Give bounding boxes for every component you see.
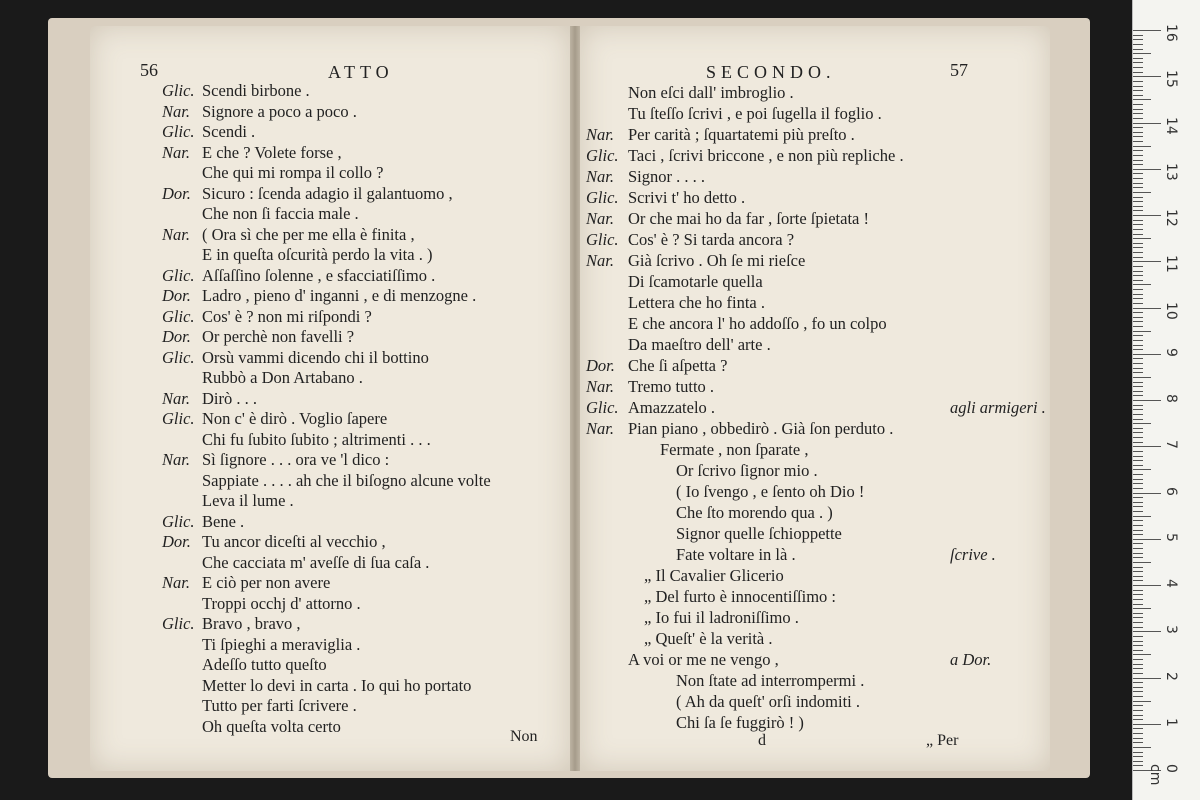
- verse-line: Scendi .: [202, 122, 256, 141]
- ruler-label: 1: [1163, 717, 1179, 727]
- measurement-ruler: [1132, 0, 1200, 800]
- verse-line: Sì ſignore . . . ora ve 'l dico :: [202, 450, 390, 469]
- speaker-label: Dor.: [586, 356, 615, 375]
- ruler-tick: [1133, 187, 1143, 188]
- ruler-tick: [1133, 479, 1143, 480]
- verse-line: Chi fu ſubito ſubito ; altrimenti . . .: [202, 429, 431, 449]
- ruler-tick: [1133, 99, 1151, 100]
- ruler-tick: [1133, 627, 1143, 628]
- ruler-label: 9: [1163, 347, 1179, 357]
- verse-line: Tu ancor diceſti al vecchio ,: [202, 532, 386, 551]
- ruler-tick: [1133, 118, 1143, 119]
- speaker-label: Nar.: [586, 377, 614, 396]
- ruler-tick: [1133, 123, 1161, 124]
- left-page-number: 56: [140, 60, 158, 80]
- ruler-tick: [1133, 469, 1151, 470]
- speaker-label: Dor.: [162, 532, 191, 551]
- right-page-number: 57: [950, 60, 968, 80]
- ruler-tick: [1133, 243, 1143, 244]
- ruler-tick: [1133, 474, 1143, 475]
- speaker-label: Nar.: [586, 167, 614, 186]
- speaker-label: Glic.: [162, 81, 195, 100]
- speaker-label: Glic.: [162, 614, 195, 633]
- verse-line: „ Il Cavalier Glicerio: [644, 566, 784, 585]
- ruler-tick: [1133, 534, 1143, 535]
- ruler-tick: [1133, 266, 1143, 267]
- ruler-label: 16: [1163, 24, 1179, 42]
- ruler-tick: [1133, 608, 1151, 609]
- ruler-tick: [1133, 682, 1143, 683]
- verse-line: Che qui mi rompa il collo ?: [202, 163, 384, 182]
- right-page-header: SECONDO.: [706, 62, 836, 82]
- ruler-tick: [1133, 53, 1151, 54]
- verse-line: Scendi birbone .: [202, 81, 310, 100]
- ruler-tick: [1133, 719, 1143, 720]
- ruler-tick: [1133, 178, 1143, 179]
- ruler-tick: [1133, 465, 1143, 466]
- ruler-label: 8: [1163, 394, 1179, 403]
- ruler-tick: [1133, 317, 1143, 318]
- verse-line: Chi ſa ſe fuggirò ! ): [676, 713, 804, 732]
- ruler-tick: [1133, 715, 1143, 716]
- ruler-tick: [1133, 506, 1143, 507]
- ruler-tick: [1133, 419, 1143, 420]
- ruler-tick: [1133, 590, 1143, 591]
- ruler-tick: [1133, 39, 1143, 40]
- verse-line: Orsù vammi dicendo chi il bottino: [202, 347, 429, 367]
- ruler-tick: [1133, 585, 1161, 586]
- ruler-tick: [1133, 312, 1143, 313]
- ruler-tick: [1133, 44, 1143, 45]
- ruler-tick: [1133, 414, 1143, 415]
- ruler-tick: [1133, 654, 1151, 655]
- ruler-tick: [1133, 289, 1143, 290]
- ruler-tick: [1133, 90, 1143, 91]
- ruler-label: 7: [1163, 440, 1179, 450]
- verse-line: Che ſto morendo qua . ): [676, 503, 833, 522]
- verse-line: Fate voltare in là .: [676, 545, 796, 564]
- ruler-tick: [1133, 234, 1143, 235]
- ruler-tick: [1133, 405, 1143, 406]
- ruler-tick: [1133, 321, 1143, 322]
- ruler-tick: [1133, 594, 1143, 595]
- ruler-tick: [1133, 326, 1143, 327]
- ruler-tick: [1133, 423, 1151, 424]
- speaker-label: Glic.: [162, 306, 195, 326]
- ruler-label: 4: [1163, 579, 1179, 588]
- ruler-tick: [1133, 576, 1143, 577]
- ruler-tick: [1133, 141, 1143, 142]
- ruler-tick: [1133, 557, 1143, 558]
- ruler-tick: [1133, 617, 1143, 618]
- ruler-label: 5: [1163, 532, 1179, 542]
- ruler-tick: [1133, 543, 1143, 544]
- ruler-tick: [1133, 104, 1143, 105]
- verse-line: Tu ſteſſo ſcrivi , e poi ſugella il foglio .: [628, 104, 882, 123]
- verse-line: Troppi occhj d' attorno .: [202, 593, 361, 613]
- ruler-tick: [1133, 668, 1143, 669]
- ruler-tick: [1133, 604, 1143, 605]
- verse-line: Cos' è ? Si tarda ancora ?: [628, 230, 795, 249]
- ruler-tick: [1133, 206, 1143, 207]
- ruler-tick: [1133, 483, 1143, 484]
- ruler-tick: [1133, 493, 1161, 494]
- ruler-tick: [1133, 580, 1143, 581]
- verse-line: Amazzatelo .: [628, 398, 716, 417]
- ruler-tick: [1133, 155, 1143, 156]
- ruler-tick: [1133, 308, 1161, 309]
- stage-direction: agli armigeri .: [950, 398, 1046, 417]
- ruler-tick: [1133, 76, 1161, 77]
- ruler-tick: [1133, 210, 1143, 211]
- speaker-label: Glic.: [162, 265, 195, 285]
- ruler-tick: [1133, 109, 1143, 110]
- verse-line: ( Ah da queſt' orſi indomiti .: [676, 692, 860, 711]
- ruler-tick: [1133, 192, 1151, 193]
- ruler-tick: [1133, 113, 1143, 114]
- speaker-label: Glic.: [586, 146, 619, 165]
- ruler-tick: [1133, 284, 1151, 285]
- ruler-tick: [1133, 377, 1151, 378]
- speaker-label: Nar.: [162, 101, 190, 121]
- verse-line: Bene .: [202, 511, 245, 531]
- speaker-label: Nar.: [162, 142, 190, 162]
- ruler-tick: [1133, 747, 1151, 748]
- ruler-tick: [1133, 530, 1143, 531]
- ruler-tick: [1133, 742, 1143, 743]
- ruler-tick: [1133, 511, 1143, 512]
- ruler-tick: [1133, 349, 1143, 350]
- ruler-tick: [1133, 354, 1161, 355]
- ruler-label: 10: [1163, 301, 1179, 320]
- ruler-label: 0 cm: [1147, 764, 1179, 786]
- ruler-tick: [1133, 358, 1143, 359]
- ruler-tick: [1133, 345, 1143, 346]
- ruler-tick: [1133, 691, 1143, 692]
- verse-line: Sappiate . . . . ah che il biſogno alcune volte: [202, 470, 491, 490]
- verse-line: Da maeſtro dell' arte .: [628, 335, 771, 354]
- stage-direction: ſcrive .: [950, 545, 996, 564]
- verse-line: „ Del furto è innocentiſſimo :: [644, 587, 836, 606]
- verse-line: Che ſi aſpetta ?: [628, 356, 728, 375]
- ruler-tick: [1133, 446, 1161, 447]
- ruler-label: 3: [1163, 625, 1179, 635]
- ruler-tick: [1133, 460, 1143, 461]
- ruler-tick: [1133, 58, 1143, 59]
- ruler-label: 14: [1163, 116, 1179, 135]
- ruler-label: 2: [1163, 671, 1179, 681]
- ruler-tick: [1133, 516, 1151, 517]
- left-page: [90, 26, 570, 771]
- verse-line: Or perchè non favelli ?: [202, 327, 355, 346]
- speaker-label: Dor.: [162, 183, 191, 203]
- verse-line: Signore a poco a poco .: [202, 101, 357, 121]
- ruler-tick: [1133, 761, 1143, 762]
- ruler-tick: [1133, 67, 1143, 68]
- speaker-label: Glic.: [162, 511, 195, 531]
- ruler-tick: [1133, 331, 1151, 332]
- ruler-tick: [1133, 81, 1143, 82]
- ruler-tick: [1133, 724, 1161, 725]
- verse-line: Or ſcrivo ſignor mio .: [676, 461, 818, 480]
- ruler-tick: [1133, 238, 1151, 239]
- verse-line: ( Ora sì che per me ella è finita ,: [202, 224, 415, 244]
- ruler-tick: [1133, 765, 1143, 766]
- ruler-tick: [1133, 146, 1151, 147]
- ruler-tick: [1133, 275, 1143, 276]
- ruler-tick: [1133, 150, 1143, 151]
- ruler-tick: [1133, 409, 1143, 410]
- ruler-tick: [1133, 183, 1143, 184]
- verse-line: ( Io ſvengo , e ſento oh Dio !: [676, 482, 865, 501]
- verse-line: Bravo , bravo ,: [202, 614, 301, 633]
- left-catchword: Non: [510, 728, 538, 745]
- speaker-label: Nar.: [586, 125, 614, 144]
- ruler-tick: [1133, 229, 1143, 230]
- verse-line: Di ſcamotarle quella: [628, 272, 763, 291]
- ruler-tick: [1133, 173, 1143, 174]
- verse-line: A voi or me ne vengo ,: [628, 650, 779, 669]
- ruler-tick: [1133, 437, 1143, 438]
- verse-line: Per carità ; ſquartatemi più preſto .: [628, 125, 855, 144]
- speaker-label: Nar.: [586, 419, 614, 438]
- ruler-tick: [1133, 488, 1143, 489]
- ruler-label: 6: [1163, 486, 1179, 496]
- ruler-tick: [1133, 520, 1143, 521]
- verse-line: „ Io fui il ladroniſſimo .: [644, 608, 799, 627]
- ruler-tick: [1133, 252, 1143, 253]
- verse-line: Scrivi t' ho detto .: [628, 188, 746, 207]
- ruler-tick: [1133, 49, 1143, 50]
- ruler-tick: [1133, 645, 1143, 646]
- ruler-tick: [1133, 257, 1143, 258]
- verse-line: Pian piano , obbedirò . Già ſon perduto .: [628, 419, 894, 438]
- ruler-tick: [1133, 631, 1161, 632]
- speaker-label: Nar.: [162, 450, 190, 469]
- speaker-label: Glic.: [162, 409, 195, 428]
- ruler-tick: [1133, 567, 1143, 568]
- speaker-label: Glic.: [586, 188, 619, 207]
- ruler-tick: [1133, 391, 1143, 392]
- verse-line: Tremo tutto .: [628, 377, 715, 396]
- ruler-tick: [1133, 368, 1143, 369]
- ruler-tick: [1133, 335, 1143, 336]
- verse-line: „ Queſt' è la verità .: [644, 629, 773, 648]
- ruler-tick: [1133, 215, 1161, 216]
- verse-line: Non c' è dirò . Voglio ſapere: [202, 409, 388, 428]
- ruler-tick: [1133, 659, 1143, 660]
- ruler-tick: [1133, 548, 1143, 549]
- ruler-label: 11: [1163, 255, 1179, 274]
- stage-direction: a Dor.: [950, 650, 992, 669]
- ruler-tick: [1133, 303, 1143, 304]
- ruler-tick: [1133, 395, 1143, 396]
- ruler-tick: [1133, 201, 1143, 202]
- ruler-tick: [1133, 613, 1143, 614]
- ruler-tick: [1133, 340, 1143, 341]
- verse-line: Signor . . . .: [628, 167, 706, 186]
- ruler-tick: [1133, 599, 1143, 600]
- ruler-tick: [1133, 562, 1151, 563]
- verse-line: E che ? Volete forse ,: [202, 142, 342, 162]
- ruler-tick: [1133, 571, 1143, 572]
- verse-line: Ti ſpieghi a meraviglia .: [202, 634, 361, 654]
- right-signature-mark: d: [758, 732, 766, 749]
- ruler-tick: [1133, 271, 1143, 272]
- verse-line: Or che mai ho da far , ſorte ſpietata !: [628, 209, 869, 228]
- ruler-tick: [1133, 432, 1143, 433]
- verse-line: Che cacciata m' aveſſe di ſua caſa .: [202, 552, 430, 572]
- ruler-tick: [1133, 164, 1143, 165]
- ruler-tick: [1133, 705, 1143, 706]
- verse-line: E che ancora l' ho addoſſo , fo un colpo: [628, 314, 887, 333]
- verse-line: E in queſta oſcurità perdo la vita . ): [202, 245, 433, 264]
- speaker-label: Glic.: [162, 347, 195, 367]
- verse-line: Che non ſi faccia male .: [202, 204, 359, 223]
- ruler-tick: [1133, 136, 1143, 137]
- ruler-tick: [1133, 400, 1161, 401]
- ruler-tick: [1133, 428, 1143, 429]
- verse-line: Metter lo devi in carta . Io qui ho portato: [202, 675, 472, 695]
- ruler-tick: [1133, 86, 1143, 87]
- verse-line: Cos' è ? non mi riſpondi ?: [202, 306, 372, 326]
- ruler-label: 15: [1163, 70, 1179, 89]
- ruler-tick: [1133, 696, 1143, 697]
- ruler-tick: [1133, 280, 1143, 281]
- right-catchword: „ Per: [926, 732, 959, 749]
- ruler-tick: [1133, 752, 1143, 753]
- ruler-tick: [1133, 451, 1143, 452]
- right-page: [580, 26, 1050, 771]
- speaker-label: Nar.: [162, 224, 190, 244]
- ruler-tick: [1133, 525, 1143, 526]
- ruler-tick: [1133, 733, 1143, 734]
- verse-line: Non eſci dall' imbroglio .: [628, 83, 794, 102]
- ruler-tick: [1133, 298, 1143, 299]
- ruler-tick: [1133, 372, 1143, 373]
- speaker-label: Nar.: [586, 209, 614, 228]
- speaker-label: Dor.: [162, 286, 191, 305]
- ruler-tick: [1133, 220, 1143, 221]
- verse-line: Aſſaſſino ſolenne , e sfacciatiſſimo .: [202, 265, 436, 285]
- ruler-tick: [1133, 636, 1143, 637]
- ruler-label: 13: [1163, 162, 1179, 181]
- verse-line: Ladro , pieno d' inganni , e di menzogne .: [202, 286, 477, 305]
- ruler-tick: [1133, 687, 1143, 688]
- ruler-tick: [1133, 641, 1143, 642]
- verse-line: Taci , ſcrivi briccone , e non più repliche .: [628, 146, 904, 165]
- ruler-tick: [1133, 197, 1143, 198]
- ruler-tick: [1133, 539, 1161, 540]
- verse-line: Adeſſo tutto queſto: [202, 655, 327, 674]
- ruler-tick: [1133, 62, 1143, 63]
- ruler-tick: [1133, 701, 1151, 702]
- ruler-tick: [1133, 132, 1143, 133]
- verse-line: Oh queſta volta certo: [202, 716, 341, 736]
- ruler-tick: [1133, 169, 1161, 170]
- ruler-label: 12: [1163, 209, 1179, 227]
- speaker-label: Nar.: [586, 251, 614, 270]
- ruler-tick: [1133, 650, 1143, 651]
- ruler-tick: [1133, 502, 1143, 503]
- ruler-tick: [1133, 35, 1143, 36]
- ruler-tick: [1133, 363, 1143, 364]
- verse-line: Non ſtate ad interrompermi .: [676, 671, 865, 690]
- ruler-tick: [1133, 95, 1143, 96]
- ruler-tick: [1133, 678, 1161, 679]
- ruler-tick: [1133, 224, 1143, 225]
- verse-line: Rubbò a Don Artabano .: [202, 368, 363, 387]
- speaker-label: Glic.: [586, 230, 619, 249]
- verse-line: Già ſcrivo . Oh ſe mi rieſce: [628, 251, 806, 270]
- ruler-tick: [1133, 72, 1143, 73]
- speaker-label: Glic.: [162, 122, 195, 141]
- speaker-label: Glic.: [586, 398, 619, 417]
- verse-line: Dirò . . .: [202, 388, 257, 408]
- ruler-tick: [1133, 497, 1143, 498]
- speaker-label: Nar.: [162, 388, 190, 408]
- ruler-tick: [1133, 456, 1143, 457]
- verse-line: Fermate , non ſparate ,: [660, 440, 809, 459]
- ruler-tick: [1133, 247, 1143, 248]
- verse-line: Tutto per farti ſcrivere .: [202, 696, 357, 715]
- ruler-tick: [1133, 756, 1143, 757]
- left-page-header: ATTO: [328, 62, 394, 82]
- verse-line: Leva il lume .: [202, 491, 294, 510]
- ruler-tick: [1133, 442, 1143, 443]
- ruler-tick: [1133, 710, 1143, 711]
- speaker-label: Dor.: [162, 327, 191, 346]
- verse-line: Sicuro : ſcenda adagio il galantuomo ,: [202, 183, 453, 203]
- ruler-tick: [1133, 738, 1143, 739]
- speaker-label: Nar.: [162, 573, 190, 592]
- ruler-tick: [1133, 553, 1143, 554]
- ruler-tick: [1133, 673, 1143, 674]
- ruler-tick: [1133, 622, 1143, 623]
- ruler-tick: [1133, 160, 1143, 161]
- verse-line: E ciò per non avere: [202, 573, 331, 592]
- ruler-tick: [1133, 294, 1143, 295]
- ruler-tick: [1133, 728, 1143, 729]
- verse-line: Signor quelle ſchioppette: [676, 524, 842, 543]
- ruler-tick: [1133, 664, 1143, 665]
- ruler-tick: [1133, 382, 1143, 383]
- ruler-tick: [1133, 261, 1161, 262]
- verse-line: Lettera che ho finta .: [628, 293, 765, 312]
- ruler-tick: [1133, 386, 1143, 387]
- ruler-tick: [1133, 127, 1143, 128]
- ruler-tick: [1133, 30, 1161, 31]
